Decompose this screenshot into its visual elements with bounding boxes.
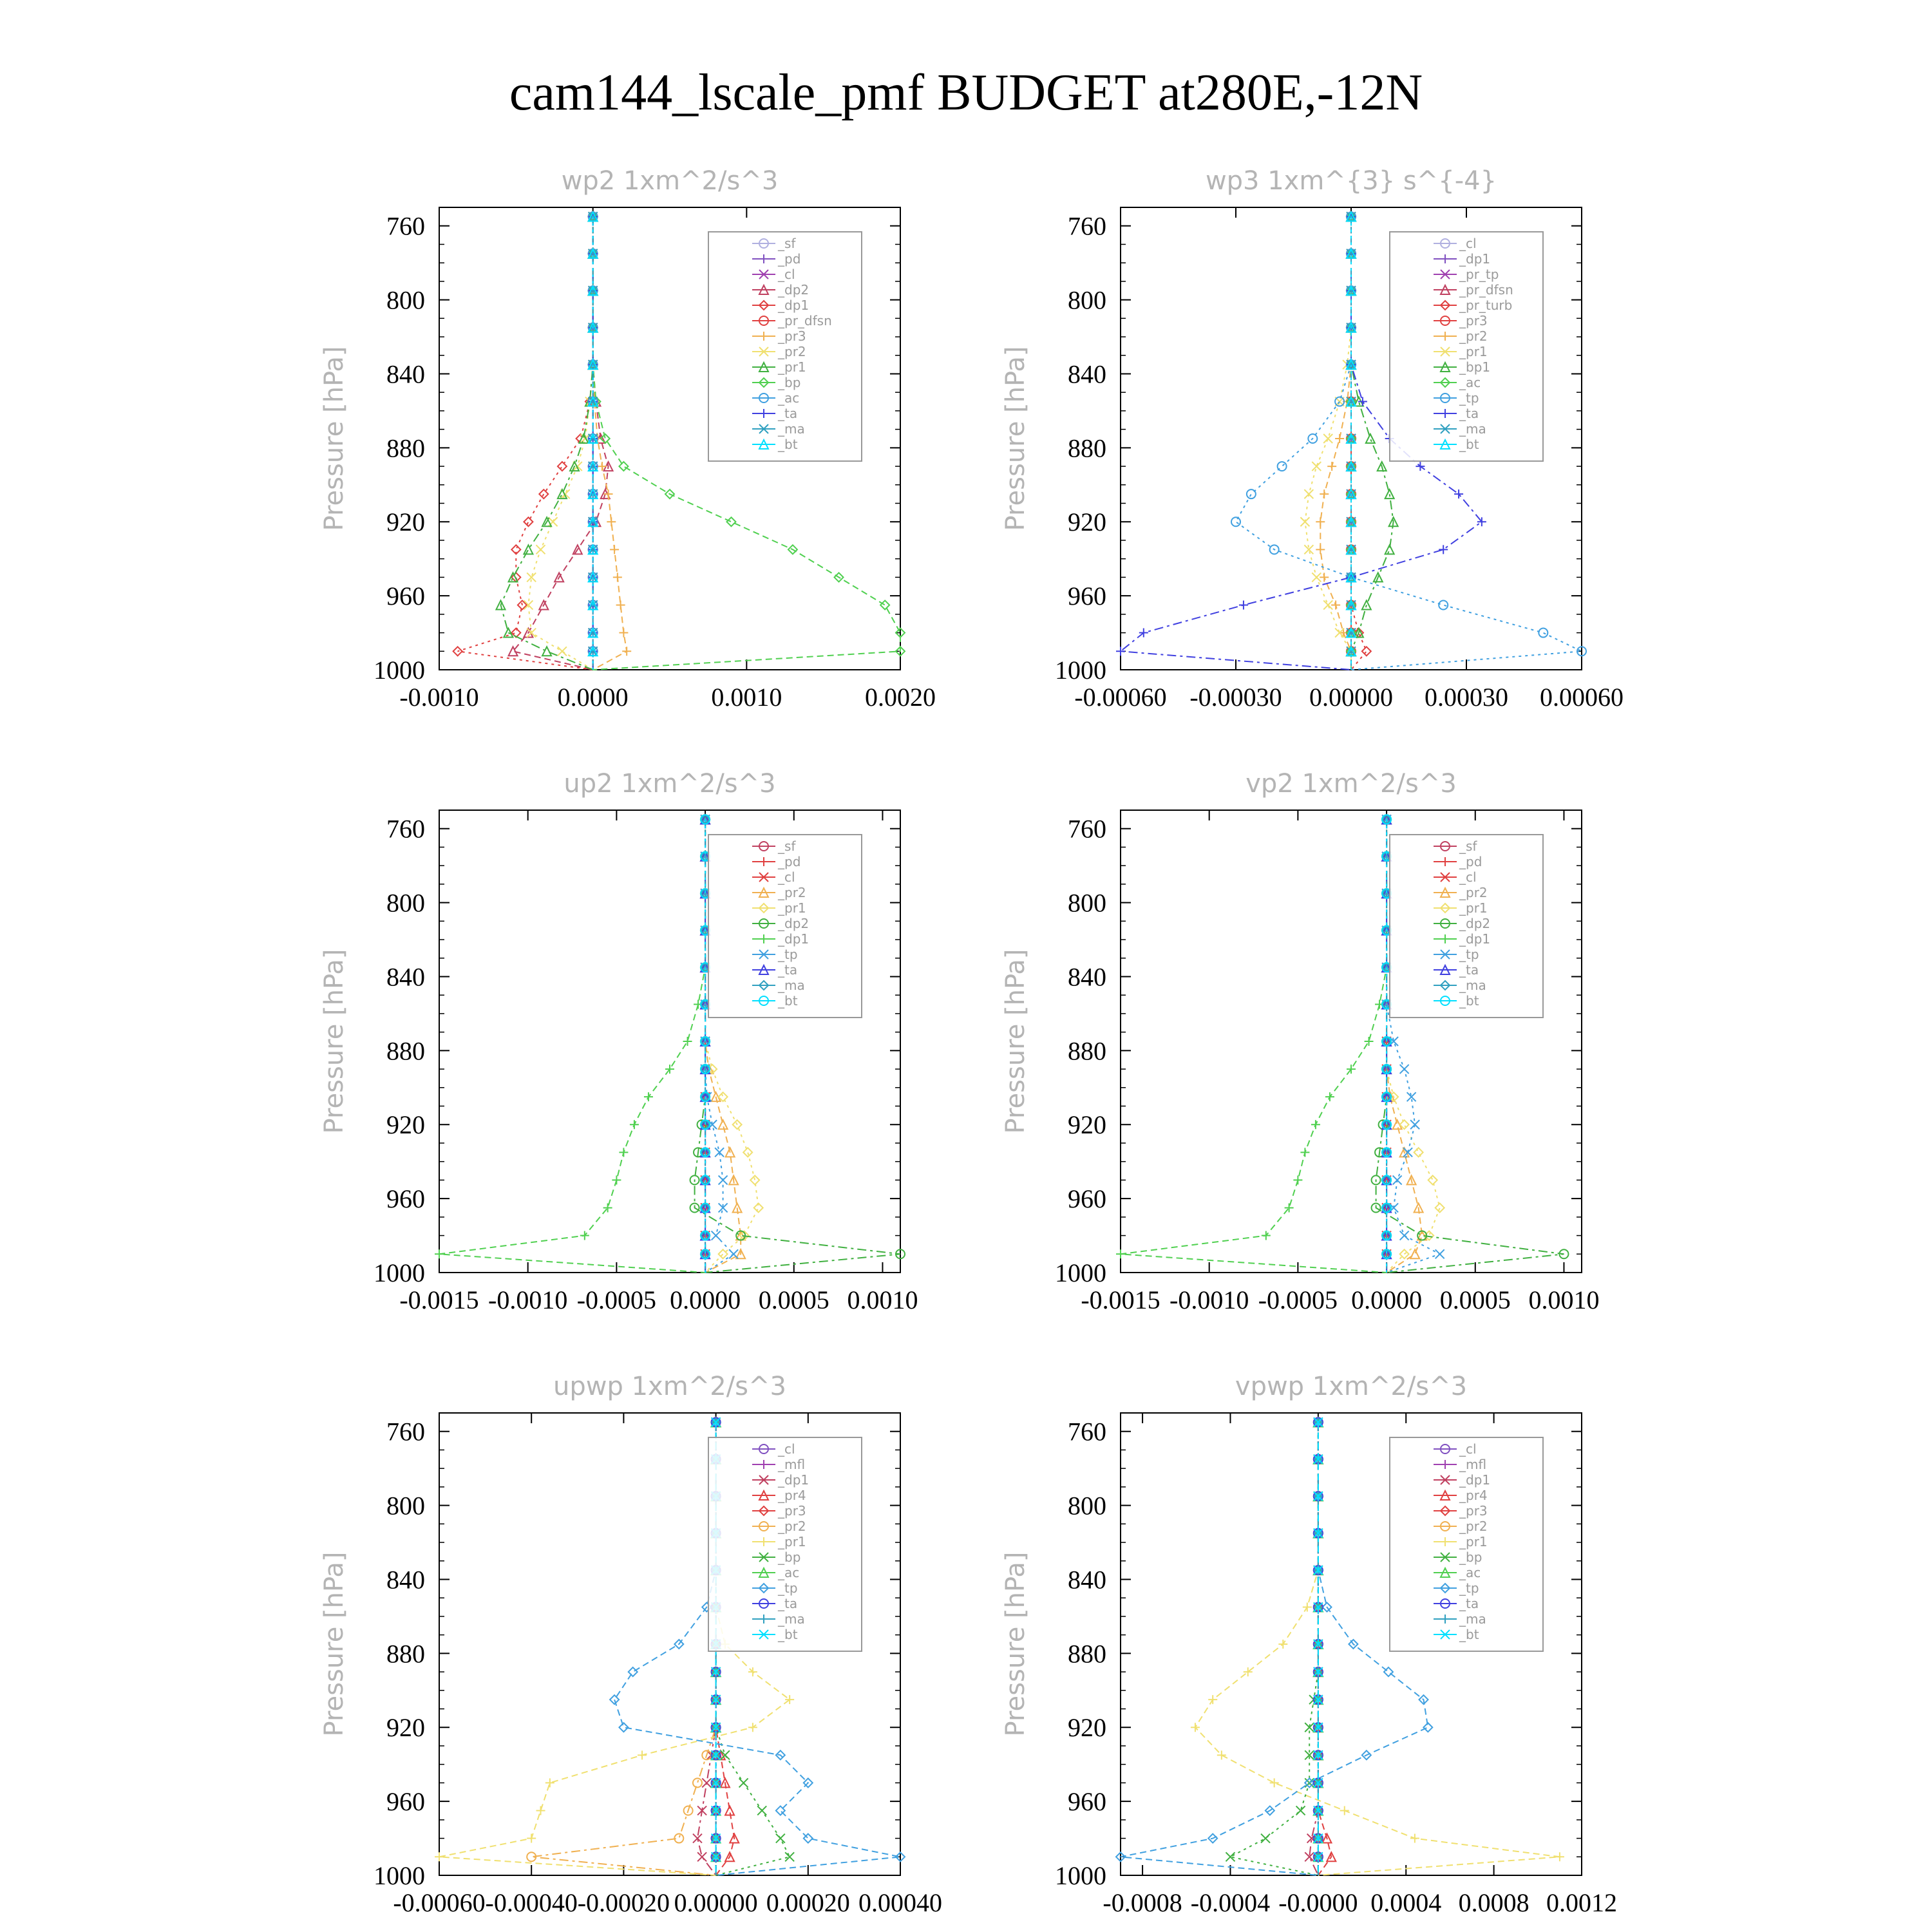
- y-tick-label: 880: [1068, 433, 1106, 463]
- data-point: [1270, 1778, 1279, 1787]
- y-tick-label: 800: [1068, 888, 1106, 918]
- data-point: [558, 462, 567, 471]
- legend-label: _cl: [1459, 236, 1477, 251]
- y-tick-label: 840: [386, 962, 425, 992]
- data-point: [1410, 1120, 1419, 1129]
- data-point: [630, 1120, 639, 1129]
- legend-label: _ac: [778, 390, 800, 406]
- x-tick-label: -0.0015: [1081, 1285, 1160, 1314]
- data-point: [1312, 573, 1321, 582]
- y-tick-label: 960: [386, 582, 425, 611]
- x-tick-label: 0.0004: [1370, 1888, 1442, 1917]
- x-tick-label: -0.0004: [1190, 1888, 1271, 1917]
- data-point: [1320, 573, 1329, 582]
- data-point: [1300, 517, 1309, 526]
- y-tick-label: 880: [386, 1639, 425, 1669]
- legend-label: _ta: [1459, 1596, 1479, 1611]
- data-point: [1400, 1065, 1409, 1074]
- x-tick-label: 0.00000: [674, 1888, 758, 1917]
- data-point: [1304, 489, 1313, 498]
- legend-label: _ac: [778, 1565, 800, 1580]
- data-point: [527, 1834, 536, 1843]
- data-point: [1365, 1037, 1374, 1046]
- x-tick-label: 0.0000: [557, 683, 629, 712]
- legend-label: _tp: [1459, 947, 1479, 962]
- data-point: [1239, 600, 1248, 609]
- legend-label: _cl: [1459, 869, 1477, 885]
- data-point: [1335, 434, 1344, 443]
- legend-label: _pr4: [1459, 1488, 1488, 1503]
- x-tick-label: -0.0000: [1278, 1888, 1358, 1917]
- data-point: [601, 434, 610, 443]
- x-tick-label: 0.0000: [1351, 1285, 1423, 1314]
- y-tick-label: 800: [1068, 285, 1106, 315]
- data-point: [612, 1175, 621, 1184]
- y-axis-label: Pressure [hPa]: [1001, 949, 1030, 1134]
- data-point: [644, 1092, 653, 1101]
- legend-label: _bt: [1459, 437, 1479, 452]
- y-tick-label: 920: [386, 1713, 425, 1743]
- data-point: [1296, 1806, 1305, 1815]
- legend-label: _bt: [778, 437, 798, 452]
- x-tick-label: 0.0012: [1546, 1888, 1617, 1917]
- data-point: [509, 573, 518, 582]
- data-point: [1435, 1249, 1444, 1258]
- data-point: [1435, 1203, 1444, 1212]
- data-point: [1385, 545, 1394, 554]
- legend-label: _pr1: [1459, 1534, 1488, 1549]
- x-tick-label: -0.00060: [393, 1888, 486, 1917]
- series-line-pr2: [531, 1422, 715, 1875]
- data-point: [683, 1037, 692, 1046]
- legend-label: _sf: [778, 236, 796, 251]
- x-tick-label: 0.0000: [670, 1285, 741, 1314]
- data-point: [880, 600, 889, 609]
- y-tick-label: 960: [386, 1787, 425, 1817]
- legend-label: _tp: [778, 1580, 798, 1596]
- legend-label: _pr2: [778, 1519, 806, 1534]
- legend-label: _dp1: [778, 298, 810, 313]
- data-point: [1325, 1092, 1334, 1101]
- legend-label: _ta: [1459, 962, 1479, 978]
- legend-label: _ta: [1459, 406, 1479, 421]
- y-tick-label: 760: [1068, 1417, 1106, 1446]
- legend-label: _tp: [1459, 1580, 1479, 1596]
- series-line-dp1: [439, 819, 705, 1273]
- data-point: [610, 545, 619, 554]
- data-point: [1362, 647, 1371, 656]
- y-tick-label: 920: [386, 1110, 425, 1140]
- legend-label: _cl: [778, 267, 795, 282]
- x-tick-label: 0.0005: [1439, 1285, 1511, 1314]
- x-tick-label: -0.00030: [1189, 683, 1282, 712]
- y-tick-label: 760: [386, 814, 425, 844]
- y-tick-label: 840: [1068, 962, 1106, 992]
- data-point: [536, 545, 545, 554]
- data-point: [697, 1852, 706, 1861]
- data-point: [1316, 545, 1325, 554]
- legend-label: _ma: [1459, 978, 1486, 993]
- data-point: [721, 1750, 730, 1759]
- y-tick-label: 880: [1068, 1036, 1106, 1066]
- data-point: [1340, 1806, 1349, 1815]
- data-point: [1454, 489, 1463, 498]
- legend-label: _pr3: [778, 1503, 806, 1519]
- panel-title: vp2 1xm^2/s^3: [1245, 769, 1457, 799]
- x-tick-label: -0.0010: [1170, 1285, 1249, 1314]
- data-point: [702, 1778, 711, 1787]
- data-point: [524, 545, 533, 554]
- legend-label: _pr3: [778, 328, 806, 344]
- legend-label: _bt: [1459, 993, 1479, 1009]
- x-tick-label: -0.0010: [399, 683, 479, 712]
- y-tick-label: 1000: [1055, 1861, 1106, 1890]
- data-point: [1323, 434, 1332, 443]
- x-tick-label: 0.00040: [858, 1888, 942, 1917]
- legend-label: _pr3: [1459, 1503, 1488, 1519]
- y-tick-label: 920: [1068, 507, 1106, 537]
- legend-label: _bt: [778, 993, 798, 1009]
- data-point: [1323, 600, 1332, 609]
- y-tick-label: 880: [386, 433, 425, 463]
- legend-label: _pr2: [1459, 328, 1488, 344]
- data-point: [1208, 1695, 1217, 1704]
- legend-label: _tp: [778, 947, 798, 962]
- panel-title: wp2 1xm^2/s^3: [561, 166, 779, 196]
- data-point: [542, 647, 551, 656]
- panel-title: vpwp 1xm^2/s^3: [1235, 1372, 1468, 1401]
- data-point: [1331, 600, 1340, 609]
- y-tick-label: 880: [386, 1036, 425, 1066]
- legend-label: _dp1: [1459, 931, 1491, 947]
- data-point: [619, 629, 628, 638]
- x-tick-label: -0.0005: [1258, 1285, 1338, 1314]
- data-point: [435, 1852, 444, 1861]
- data-point: [629, 1667, 638, 1676]
- y-tick-label: 880: [1068, 1639, 1106, 1669]
- data-point: [610, 1695, 619, 1704]
- data-point: [1311, 1120, 1320, 1129]
- y-tick-label: 960: [1068, 1184, 1106, 1214]
- data-point: [1262, 1231, 1271, 1240]
- legend-label: _dp2: [778, 916, 810, 931]
- data-point: [1226, 1852, 1235, 1861]
- data-point: [719, 1175, 728, 1184]
- legend-label: _dp1: [1459, 251, 1491, 267]
- legend-label: _pr2: [778, 885, 806, 900]
- series-line-tp: [1121, 1422, 1428, 1875]
- data-point: [1293, 1175, 1302, 1184]
- data-point: [1439, 545, 1448, 554]
- data-point: [1320, 489, 1329, 498]
- data-point: [1410, 1834, 1419, 1843]
- data-point: [719, 1120, 728, 1129]
- legend-label: _ma: [778, 1611, 805, 1627]
- data-point: [748, 1723, 757, 1732]
- panel-5: [1001, 1372, 1617, 1917]
- legend-label: _bt: [1459, 1627, 1479, 1642]
- y-tick-label: 920: [386, 507, 425, 537]
- y-tick-label: 920: [1068, 1110, 1106, 1140]
- legend-label: _pr1: [778, 900, 806, 916]
- legend-label: _pr1: [1459, 900, 1488, 916]
- data-point: [776, 1834, 785, 1843]
- x-tick-label: 0.0020: [865, 683, 936, 712]
- legend-label: _ma: [1459, 1611, 1486, 1627]
- legend-label: _ta: [778, 962, 798, 978]
- y-tick-label: 840: [386, 1565, 425, 1595]
- legend-label: _pd: [778, 854, 801, 869]
- legend-label: _dp1: [1459, 1472, 1491, 1488]
- legend-label: _ac: [1459, 1565, 1481, 1580]
- legend-label: _bt: [778, 1627, 798, 1642]
- y-tick-label: 800: [386, 285, 425, 315]
- data-point: [1400, 1231, 1409, 1240]
- legend-label: _ma: [778, 978, 805, 993]
- y-axis-label: Pressure [hPa]: [319, 949, 349, 1134]
- y-tick-label: 1000: [1055, 656, 1106, 685]
- data-point: [1439, 600, 1448, 609]
- x-tick-label: 0.00020: [766, 1888, 850, 1917]
- legend-label: _pr1: [778, 1534, 806, 1549]
- y-tick-label: 800: [386, 1491, 425, 1520]
- data-point: [622, 647, 631, 656]
- legend-label: _cl: [778, 869, 795, 885]
- legend-label: _pr_tp: [1459, 267, 1499, 282]
- x-tick-label: 0.00030: [1425, 683, 1508, 712]
- panel-title: up2 1xm^2/s^3: [564, 769, 776, 799]
- legend-label: _mfl: [778, 1457, 806, 1472]
- legend-label: _dp1: [778, 1472, 810, 1488]
- y-tick-label: 760: [386, 211, 425, 241]
- y-tick-label: 960: [1068, 1787, 1106, 1817]
- y-tick-label: 760: [1068, 211, 1106, 241]
- data-point: [1191, 1723, 1200, 1732]
- data-point: [726, 517, 735, 526]
- data-point: [598, 462, 607, 471]
- legend-label: _ma: [1459, 421, 1486, 437]
- legend-label: _dp1: [778, 931, 810, 947]
- y-tick-label: 840: [1068, 1565, 1106, 1595]
- data-point: [693, 1778, 702, 1787]
- x-tick-label: 0.0005: [758, 1285, 829, 1314]
- data-point: [739, 1778, 748, 1787]
- data-point: [1428, 1175, 1437, 1184]
- data-point: [1303, 1603, 1312, 1612]
- data-point: [1327, 462, 1336, 471]
- figure-title: cam144_lscale_pmf BUDGET at280E,-12N: [509, 64, 1423, 121]
- y-tick-label: 1000: [374, 656, 425, 685]
- legend-label: _mfl: [1459, 1457, 1487, 1472]
- data-point: [750, 1175, 759, 1184]
- data-point: [1300, 1148, 1309, 1157]
- data-point: [524, 517, 533, 526]
- legend-label: _sf: [778, 838, 796, 854]
- x-tick-label: 0.0010: [1528, 1285, 1600, 1314]
- data-point: [616, 600, 625, 609]
- data-point: [1410, 1249, 1419, 1258]
- legend-label: _bp: [1459, 1549, 1482, 1565]
- x-tick-label: 0.0008: [1458, 1888, 1530, 1917]
- legend-label: _pr3: [1459, 313, 1488, 328]
- legend-label: _pr2: [1459, 1519, 1488, 1534]
- legend-label: _pr4: [778, 1488, 806, 1503]
- x-tick-label: -0.0005: [576, 1285, 657, 1314]
- x-tick-label: -0.0010: [488, 1285, 568, 1314]
- legend-label: _ta: [778, 406, 798, 421]
- x-tick-label: -0.0008: [1103, 1888, 1182, 1917]
- y-tick-label: 760: [1068, 814, 1106, 844]
- y-axis-label: Pressure [hPa]: [1001, 1551, 1030, 1737]
- x-tick-label: 0.00000: [1309, 683, 1393, 712]
- y-axis-label: Pressure [hPa]: [1001, 346, 1030, 531]
- panel-2: [319, 769, 918, 1314]
- data-point: [1555, 1852, 1564, 1861]
- panel-1: [1001, 166, 1624, 712]
- data-point: [1539, 629, 1548, 638]
- legend-label: _pd: [1459, 854, 1482, 869]
- panels: [319, 166, 1624, 1917]
- legend-label: _pr1: [1459, 344, 1488, 359]
- data-point: [607, 517, 616, 526]
- data-point: [435, 1249, 444, 1258]
- data-point: [619, 1148, 628, 1157]
- data-point: [1316, 517, 1325, 526]
- data-point: [536, 1806, 545, 1815]
- legend-label: _bp1: [1459, 359, 1491, 375]
- data-point: [1116, 1249, 1125, 1258]
- x-tick-label: 0.0010: [711, 683, 782, 712]
- data-point: [1278, 462, 1287, 471]
- data-point: [619, 462, 628, 471]
- panel-3: [1001, 769, 1599, 1314]
- legend-label: _sf: [1459, 838, 1477, 854]
- x-tick-label: -0.0015: [399, 1285, 479, 1314]
- panel-title: upwp 1xm^2/s^3: [553, 1372, 786, 1401]
- y-tick-label: 960: [386, 1184, 425, 1214]
- data-point: [1278, 1640, 1287, 1649]
- data-point: [1366, 434, 1375, 443]
- data-point: [549, 517, 558, 526]
- data-point: [715, 1148, 724, 1157]
- y-axis-label: Pressure [hPa]: [319, 346, 349, 531]
- data-point: [1261, 1834, 1270, 1843]
- panel-title: wp3 1xm^{3} s^{-4}: [1205, 166, 1497, 196]
- y-tick-label: 800: [1068, 1491, 1106, 1520]
- y-tick-label: 1000: [1055, 1258, 1106, 1287]
- y-tick-label: 960: [1068, 582, 1106, 611]
- legend-label: _pr1: [778, 359, 806, 375]
- legend-label: _tp: [1459, 390, 1479, 406]
- data-point: [1231, 517, 1240, 526]
- data-point: [743, 1148, 752, 1157]
- legend-label: _ta: [778, 1596, 798, 1611]
- data-point: [712, 1231, 721, 1240]
- series-line-bp: [1231, 1422, 1318, 1875]
- legend-label: _dp2: [1459, 916, 1491, 931]
- panel-0: [319, 166, 936, 712]
- y-tick-label: 760: [386, 1417, 425, 1446]
- y-tick-label: 920: [1068, 1713, 1106, 1743]
- legend-label: _pr2: [1459, 885, 1488, 900]
- y-tick-label: 840: [1068, 359, 1106, 389]
- data-point: [1414, 1148, 1423, 1157]
- data-point: [613, 573, 622, 582]
- data-point: [1385, 489, 1394, 498]
- data-point: [545, 1778, 554, 1787]
- legend-label: _cl: [1459, 1441, 1477, 1457]
- legend-label: _bp: [778, 1549, 801, 1565]
- legend-label: _pr_dfsn: [778, 313, 832, 328]
- x-tick-label: 0.00060: [1540, 683, 1624, 712]
- legend-label: _bp: [778, 375, 801, 390]
- x-tick-label: -0.00040: [485, 1888, 578, 1917]
- data-point: [524, 600, 533, 609]
- data-point: [580, 1231, 589, 1240]
- x-tick-label: 0.0010: [847, 1285, 918, 1314]
- data-point: [1393, 1175, 1402, 1184]
- y-axis-label: Pressure [hPa]: [319, 1551, 349, 1737]
- legend-label: _cl: [778, 1441, 795, 1457]
- data-point: [757, 1806, 766, 1815]
- x-tick-label: -0.00060: [1074, 683, 1167, 712]
- series-line-dp1: [1121, 819, 1387, 1273]
- legend-label: _pd: [778, 251, 801, 267]
- y-tick-label: 800: [386, 888, 425, 918]
- legend-label: _ac: [1459, 375, 1481, 390]
- legend-label: _pr_turb: [1459, 298, 1513, 313]
- panel-4: [319, 1372, 942, 1917]
- data-point: [1416, 462, 1425, 471]
- data-point: [1312, 462, 1321, 471]
- data-point: [785, 1852, 794, 1861]
- legend-label: _ma: [778, 421, 805, 437]
- data-point: [1247, 489, 1256, 498]
- legend-label: _pr2: [778, 344, 806, 359]
- x-tick-label: -0.00020: [577, 1888, 670, 1917]
- data-point: [638, 1750, 647, 1759]
- legend-label: _pr_dfsn: [1459, 282, 1513, 298]
- legend-label: _dp2: [778, 282, 810, 298]
- y-tick-label: 1000: [374, 1861, 425, 1890]
- y-tick-label: 840: [386, 359, 425, 389]
- data-point: [558, 647, 567, 656]
- y-tick-label: 1000: [374, 1258, 425, 1287]
